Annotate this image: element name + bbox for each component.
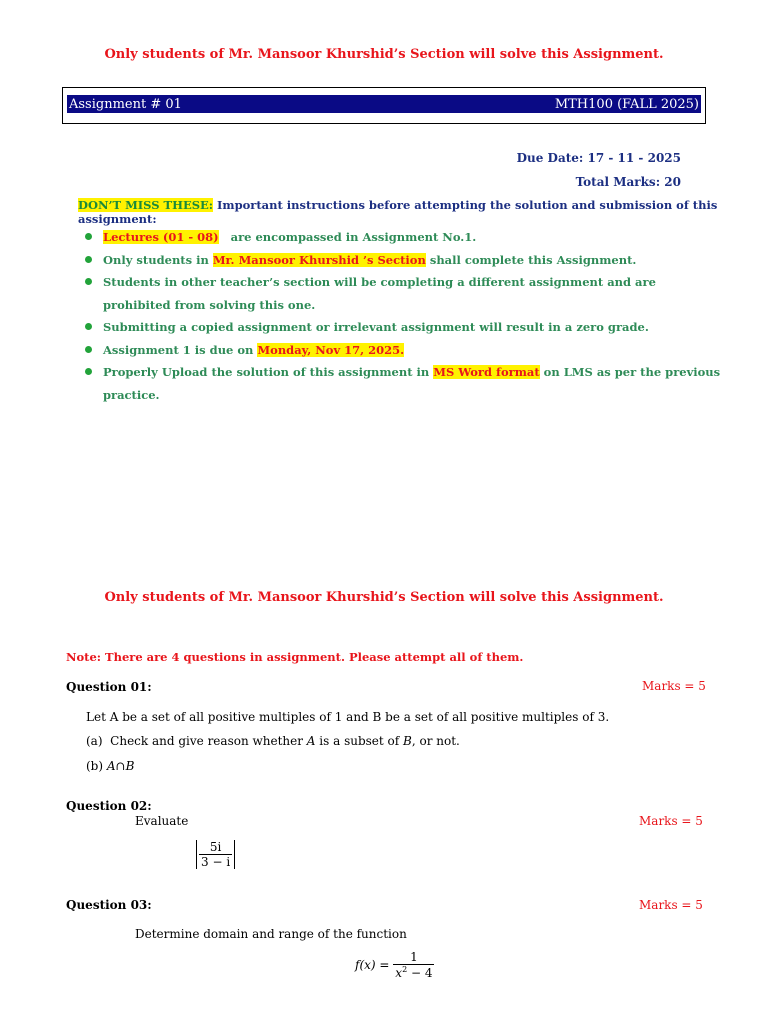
assignment-header-box	[62, 87, 706, 124]
instructions-heading-text: Important instructions before attempting the solution and submission of this assignment:	[78, 198, 718, 226]
instructions-list	[83, 226, 723, 406]
question-03-function: f(x) = $\frac{1}{x^2 - 4}$	[355, 950, 433, 980]
question-03-intro: Determine domain and range of the function	[135, 927, 407, 941]
question-01-part-a: (a) Check and give reason whether A is a subset of B, or not.	[86, 734, 460, 748]
question-02-expression	[196, 840, 235, 869]
list-item: Assignment 1 is due on Monday, Nov 17, 2025.	[83, 339, 723, 362]
question-03-marks: Marks = 5	[639, 898, 703, 912]
question-01-part-b: (b) A∩B	[86, 759, 135, 773]
list-item: Lectures (01 - 08) are encompassed in Assignment No.1.	[83, 226, 723, 249]
assignment-header-bar	[67, 95, 701, 113]
course-code: MTH100 (FALL 2025)	[554, 96, 699, 112]
restriction-banner-bottom: Only students of Mr. Mansoor Khurshid’s Section will solve this Assignment.	[104, 590, 664, 605]
list-item: Submitting a copied assignment or irrelevant assignment will result in a zero grade.	[83, 316, 723, 339]
question-02-marks: Marks = 5	[639, 814, 703, 828]
question-01-intro: Let A be a set of all positive multiples of 1 and B be a set of all positive multiples of 3.	[86, 710, 610, 724]
list-item: Only students in Mr. Mansoor Khurshid ’s Section shall complete this Assignment.	[83, 249, 723, 272]
list-item: Students in other teacher’s section will be completing a different assignment and are prohibited from solving this one.	[83, 271, 723, 316]
question-03-title: Question 03:	[66, 898, 152, 912]
question-01-marks: Marks = 5	[642, 679, 706, 693]
function-fraction: $\frac{1}{x^2 - 4}$	[395, 950, 433, 980]
questions-note: Note: There are 4 questions in assignment. Please attempt all of them.	[66, 650, 524, 664]
total-marks: Total Marks: 20	[575, 175, 681, 189]
question-02-title: Question 02:	[66, 799, 152, 813]
due-date: Due Date: 17 - 11 - 2025	[516, 151, 681, 165]
restriction-banner-top: Only students of Mr. Mansoor Khurshid’s Section will solve this Assignment.	[104, 47, 664, 62]
list-item: Properly Upload the solution of this assignment in MS Word format on LMS as per the previous practice.	[83, 361, 723, 406]
assignment-number: Assignment # 01	[69, 96, 182, 112]
instructions-heading	[78, 198, 768, 226]
question-02-intro: Evaluate	[135, 814, 189, 828]
question-01-title: Question 01:	[66, 680, 152, 694]
dont-miss-label: DON’T MISS THESE:	[78, 198, 214, 212]
modulus-fraction: $\frac{5i}{3 - i}$	[201, 840, 231, 869]
